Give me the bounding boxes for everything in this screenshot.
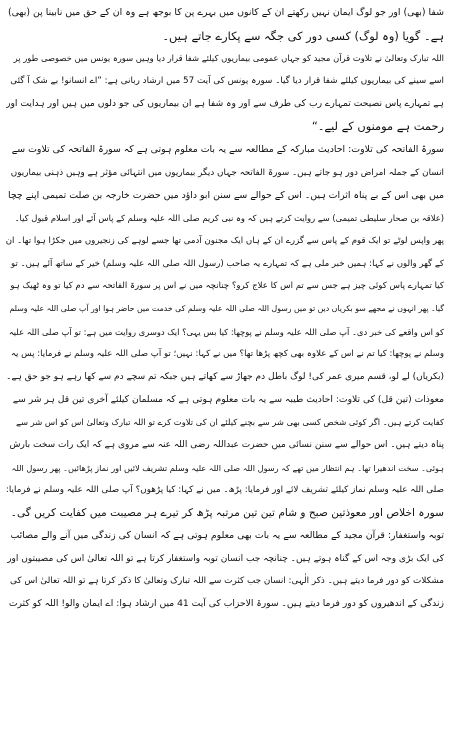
text-line-8: انسان کے جملہ امراض دور ہو جاتے ہیں۔ سورۃ الفاتحہ جہاں دیگر بیماریوں میں انتہائی مؤثر ہے وہیں ذہنی بیماریوں — [10, 167, 444, 178]
text-line-17: (بکریاں) لے لو، قسم میری عمر کی! لوگ باطل دم جھاڑ سے کھاتے ہیں جبکہ تم سچے دم سے کھا رہے ہو جو حق ہے۔ — [6, 372, 444, 382]
text-line-6: رحمت ہے مومنوں کے لیے۔“ — [311, 119, 444, 134]
text-line-1: شفا (بھی) اور جو لوگ ایمان نہیں رکھتے ان کے کانوں میں بہرے پن کا بوجھ ہے وہ ان کے حق میں نابینا پن (بھی) — [7, 7, 444, 18]
text-line-2: ہے۔ گویا (وہ لوگ) کسی دور کی جگہ سے پکارے جاتے ہیں۔ — [162, 28, 444, 43]
text-line-21: ہوئی۔ سخت اندھیرا تھا۔ ہم انتظار میں تھے کہ رسول اللہ صلی اللہ علیہ وسلم تشریف لائیں اور نماز پڑھائیں۔ پھر رسول اللہ — [11, 462, 444, 473]
text-line-3: اللہ تبارک وتعالیٰ نے تلاوت قرآن مجید کو جہاں عمومی بیماریوں کیلئے شفا قرار دیا وہیں سورہ یونس میں خصوصی طور پر — [13, 53, 444, 64]
text-line-11: پھر واپس لوٹے تو ایک قوم کے پاس سے گزرے ان کے ہاں ایک مجنون آدمی تھا جسے لوہے کی زنجیروں میں جکڑا ہوا تھا۔ ان — [6, 235, 444, 246]
text-line-9: میں بھی اس کے بے پناہ اثرات ہیں۔ اس کے حوالے سے سنن ابو داؤد میں حضرت خارجہ بن صلت تمیمی اپنے چچا — [8, 189, 444, 201]
text-line-23: سورہ اخلاص اور معوذتین صبح و شام تین تین مرتبہ پڑھ کر تیرے ہر مصیبت میں کفایت کریں گی۔ — [10, 507, 444, 520]
text-line-20: پناہ دیتے ہیں۔ اس حوالے سے سنن نسائی میں حضرت عبداللہ رضی اللہ عنہ سے مروی ہے کہ ایک رات سخت بارش — [9, 440, 444, 451]
text-line-27: زندگی کے اندھیروں کو دور فرما دیتے ہیں۔ سورۃ الاحزاب کی آیت 41 میں ارشاد ہوا: اے ایمان والو! اللہ کو کثرت — [8, 597, 444, 609]
text-line-7: سورۃ الفاتحہ کی تلاوت: احادیث مبارکہ کے مطالعہ سے یہ بات معلوم ہوتی ہے کہ سورۃ الفاتحہ کی تلاوت سے — [11, 144, 444, 156]
text-line-25: کی ایک بڑی وجہ اس کے گناہ ہوتے ہیں۔ چنانچہ جب انسان توبہ واستغفار کرتا ہے تو اللہ تعالیٰ اس کی مصیبتوں اور — [7, 553, 444, 564]
text-line-22: صلی اللہ علیہ وسلم نماز کیلئے تشریف لائے اور فرمایا: پڑھ۔ میں نے کہا: کیا پڑھوں؟ آپ صلی اللہ علیہ وسلم نے فرمایا: — [6, 485, 444, 496]
text-line-4: اسے سینے کی بیماریوں کیلئے شفا قرار دیا گیا۔ سورہ یونس کی آیت 57 میں ارشاد ربانی ہے: ”اے انسانو! بے شک آ گئی — [10, 76, 444, 87]
text-line-15: کو اس واقعے کی خبر دی۔ آپ صلی اللہ علیہ وسلم نے پوچھا: کیا بس یہی؟ ایک دوسری روایت میں ہے: تو آپ صلی اللہ علیہ — [8, 326, 444, 337]
text-line-14: گیا۔ پھر انہوں نے مجھے سو بکریاں دیں تو میں رسول اللہ صلی اللہ علیہ وسلم کی خدمت میں حاضر ہوا اور آپ صلی اللہ علیہ وسلم — [9, 303, 444, 313]
text-line-10: (علاقہ بن صحار سلیطی تمیمی) سے روایت کرتے ہیں کہ وہ نبی کریم صلی اللہ علیہ وسلم کے پاس آئے اور اسلام قبول کیا۔ — [14, 213, 444, 224]
text-line-18: معوذات (تین قل) کی تلاوت: احادیث طیبہ سے یہ بات معلوم ہوتی ہے کہ مسلمان کیلئے آخری تین قل ہر شر سے — [12, 393, 444, 405]
text-line-19: کفایت کرتے ہیں۔ اگر کوئی شخص کسی بھی شر سے بچنے کیلئے ان کی تلاوت کرے تو اللہ تبارک وتعالیٰ اس کو اس شر سے — [16, 417, 444, 428]
text-line-5: ہے تمہارے پاس نصیحت تمہارے رب کی طرف سے اور وہ شفا ہے ان بیماریوں کی جو دلوں میں ہیں اور ہدایت اور — [6, 97, 444, 109]
text-line-12: کے گھر والوں نے کہا: ہمیں خبر ملی ہے کہ تمہارے یہ صاحب (رسول اللہ صلی اللہ علیہ وسلم) خیر کے ساتھ آئے ہیں۔ تو — [11, 258, 444, 269]
text-line-26: مشکلات کو دور فرما دیتے ہیں۔ ذکر الٰہی: انسان جب کثرت سے اللہ تبارک وتعالیٰ کا ذکر کرتا ہے تو اللہ تعالیٰ اس کی — [10, 576, 444, 587]
text-line-16: وسلم نے پوچھا: کیا تم نے اس کے علاوہ بھی کچھ پڑھا تھا؟ میں نے کہا: نہیں؛ تو آپ صلی اللہ علیہ وسلم نے فرمایا: پس یہ — [11, 349, 444, 360]
text-line-24: توبہ واستغفار: قرآن مجید کے مطالعہ سے یہ بات بھی معلوم ہوتی ہے کہ انسان کی زندگی میں آنے والے مصائب — [10, 529, 444, 541]
text-line-13: کیا تمہارے پاس کوئی چیز ہے جس سے تم اس کا علاج کرو؟ چنانچہ میں نے اس پر سورۃ الفاتحہ سے دم کیا تو وہ ٹھیک ہو — [10, 281, 444, 292]
